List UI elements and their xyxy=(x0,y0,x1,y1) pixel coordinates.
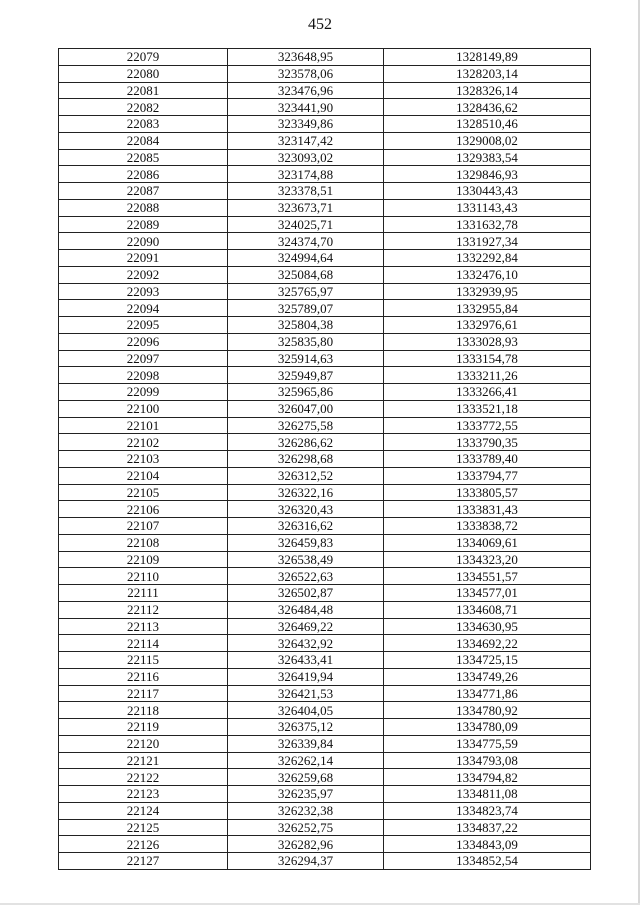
y-coordinate-cell: 1331927,34 xyxy=(384,233,591,250)
point-number-cell: 22118 xyxy=(59,702,228,719)
point-number-cell: 22079 xyxy=(59,49,228,66)
y-coordinate-cell: 1334749,26 xyxy=(384,668,591,685)
point-number-cell: 22081 xyxy=(59,82,228,99)
table-row xyxy=(59,82,591,99)
point-number-cell: 22117 xyxy=(59,685,228,702)
table-row xyxy=(59,668,591,685)
y-coordinate-cell: 1334794,82 xyxy=(384,769,591,786)
point-number-cell: 22124 xyxy=(59,802,228,819)
point-number-cell: 22113 xyxy=(59,618,228,635)
y-coordinate-cell: 1331632,78 xyxy=(384,216,591,233)
table-row xyxy=(59,199,591,216)
x-coordinate-cell: 326322,16 xyxy=(228,484,384,501)
y-coordinate-cell: 1332476,10 xyxy=(384,266,591,283)
y-coordinate-cell: 1329008,02 xyxy=(384,132,591,149)
x-coordinate-cell: 326419,94 xyxy=(228,668,384,685)
table-row xyxy=(59,367,591,384)
y-coordinate-cell: 1333831,43 xyxy=(384,501,591,518)
table-row xyxy=(59,501,591,518)
point-number-cell: 22127 xyxy=(59,853,228,870)
y-coordinate-cell: 1333789,40 xyxy=(384,451,591,468)
point-number-cell: 22112 xyxy=(59,601,228,618)
table-row xyxy=(59,451,591,468)
y-coordinate-cell: 1328510,46 xyxy=(384,116,591,133)
table-row xyxy=(59,400,591,417)
x-coordinate-cell: 326469,22 xyxy=(228,618,384,635)
table-row xyxy=(59,601,591,618)
table-row xyxy=(59,484,591,501)
coordinate-table xyxy=(58,48,591,870)
y-coordinate-cell: 1334069,61 xyxy=(384,534,591,551)
y-coordinate-cell: 1334551,57 xyxy=(384,568,591,585)
table-row xyxy=(59,585,591,602)
point-number-cell: 22119 xyxy=(59,719,228,736)
y-coordinate-cell: 1333211,26 xyxy=(384,367,591,384)
y-coordinate-cell: 1332292,84 xyxy=(384,250,591,267)
x-coordinate-cell: 326538,49 xyxy=(228,551,384,568)
point-number-cell: 22107 xyxy=(59,518,228,535)
table-row xyxy=(59,685,591,702)
x-coordinate-cell: 325965,86 xyxy=(228,384,384,401)
y-coordinate-cell: 1334725,15 xyxy=(384,652,591,669)
point-number-cell: 22121 xyxy=(59,752,228,769)
x-coordinate-cell: 323378,51 xyxy=(228,183,384,200)
point-number-cell: 22125 xyxy=(59,819,228,836)
table-row xyxy=(59,518,591,535)
x-coordinate-cell: 324994,64 xyxy=(228,250,384,267)
table-row xyxy=(59,802,591,819)
y-coordinate-cell: 1332939,95 xyxy=(384,283,591,300)
y-coordinate-cell: 1334577,01 xyxy=(384,585,591,602)
point-number-cell: 22097 xyxy=(59,350,228,367)
table-row xyxy=(59,116,591,133)
x-coordinate-cell: 326502,87 xyxy=(228,585,384,602)
x-coordinate-cell: 326232,38 xyxy=(228,802,384,819)
y-coordinate-cell: 1334811,08 xyxy=(384,786,591,803)
table-row xyxy=(59,149,591,166)
x-coordinate-cell: 326484,48 xyxy=(228,601,384,618)
x-coordinate-cell: 326312,52 xyxy=(228,467,384,484)
x-coordinate-cell: 326294,37 xyxy=(228,853,384,870)
table-row xyxy=(59,183,591,200)
point-number-cell: 22088 xyxy=(59,199,228,216)
x-coordinate-cell: 326320,43 xyxy=(228,501,384,518)
x-coordinate-cell: 326262,14 xyxy=(228,752,384,769)
table-row xyxy=(59,853,591,870)
table-row xyxy=(59,434,591,451)
x-coordinate-cell: 325084,68 xyxy=(228,266,384,283)
point-number-cell: 22101 xyxy=(59,417,228,434)
point-number-cell: 22120 xyxy=(59,735,228,752)
point-number-cell: 22084 xyxy=(59,132,228,149)
table-row xyxy=(59,467,591,484)
table-row xyxy=(59,551,591,568)
y-coordinate-cell: 1334771,86 xyxy=(384,685,591,702)
point-number-cell: 22102 xyxy=(59,434,228,451)
x-coordinate-cell: 326421,53 xyxy=(228,685,384,702)
point-number-cell: 22115 xyxy=(59,652,228,669)
x-coordinate-cell: 323673,71 xyxy=(228,199,384,216)
point-number-cell: 22085 xyxy=(59,149,228,166)
x-coordinate-cell: 325789,07 xyxy=(228,300,384,317)
x-coordinate-cell: 323174,88 xyxy=(228,166,384,183)
x-coordinate-cell: 326275,58 xyxy=(228,417,384,434)
point-number-cell: 22096 xyxy=(59,333,228,350)
y-coordinate-cell: 1328149,89 xyxy=(384,49,591,66)
y-coordinate-cell: 1333772,55 xyxy=(384,417,591,434)
point-number-cell: 22110 xyxy=(59,568,228,585)
table-row xyxy=(59,836,591,853)
point-number-cell: 22095 xyxy=(59,317,228,334)
point-number-cell: 22111 xyxy=(59,585,228,602)
point-number-cell: 22093 xyxy=(59,283,228,300)
y-coordinate-cell: 1333028,93 xyxy=(384,333,591,350)
point-number-cell: 22108 xyxy=(59,534,228,551)
y-coordinate-cell: 1333794,77 xyxy=(384,467,591,484)
x-coordinate-cell: 326404,05 xyxy=(228,702,384,719)
y-coordinate-cell: 1332955,84 xyxy=(384,300,591,317)
point-number-cell: 22086 xyxy=(59,166,228,183)
table-row xyxy=(59,635,591,652)
x-coordinate-cell: 326282,96 xyxy=(228,836,384,853)
point-number-cell: 22087 xyxy=(59,183,228,200)
x-coordinate-cell: 326298,68 xyxy=(228,451,384,468)
x-coordinate-cell: 326433,41 xyxy=(228,652,384,669)
y-coordinate-cell: 1334823,74 xyxy=(384,802,591,819)
y-coordinate-cell: 1328203,14 xyxy=(384,65,591,82)
coordinate-table-body xyxy=(59,49,591,870)
point-number-cell: 22109 xyxy=(59,551,228,568)
x-coordinate-cell: 325914,63 xyxy=(228,350,384,367)
x-coordinate-cell: 326432,92 xyxy=(228,635,384,652)
point-number-cell: 22100 xyxy=(59,400,228,417)
point-number-cell: 22090 xyxy=(59,233,228,250)
point-number-cell: 22089 xyxy=(59,216,228,233)
point-number-cell: 22123 xyxy=(59,786,228,803)
x-coordinate-cell: 324025,71 xyxy=(228,216,384,233)
x-coordinate-cell: 326316,62 xyxy=(228,518,384,535)
point-number-cell: 22083 xyxy=(59,116,228,133)
table-row xyxy=(59,384,591,401)
table-row xyxy=(59,49,591,66)
y-coordinate-cell: 1330443,43 xyxy=(384,183,591,200)
point-number-cell: 22098 xyxy=(59,367,228,384)
table-row xyxy=(59,652,591,669)
x-coordinate-cell: 326339,84 xyxy=(228,735,384,752)
x-coordinate-cell: 326047,00 xyxy=(228,400,384,417)
table-row xyxy=(59,719,591,736)
x-coordinate-cell: 323349,86 xyxy=(228,116,384,133)
x-coordinate-cell: 325765,97 xyxy=(228,283,384,300)
x-coordinate-cell: 323476,96 xyxy=(228,82,384,99)
table-row xyxy=(59,534,591,551)
table-row xyxy=(59,216,591,233)
y-coordinate-cell: 1333521,18 xyxy=(384,400,591,417)
table-row xyxy=(59,99,591,116)
point-number-cell: 22082 xyxy=(59,99,228,116)
table-row xyxy=(59,233,591,250)
y-coordinate-cell: 1328326,14 xyxy=(384,82,591,99)
table-row xyxy=(59,618,591,635)
y-coordinate-cell: 1329846,93 xyxy=(384,166,591,183)
table-row xyxy=(59,417,591,434)
table-row xyxy=(59,283,591,300)
y-coordinate-cell: 1334780,09 xyxy=(384,719,591,736)
y-coordinate-cell: 1334793,08 xyxy=(384,752,591,769)
y-coordinate-cell: 1334843,09 xyxy=(384,836,591,853)
point-number-cell: 22114 xyxy=(59,635,228,652)
x-coordinate-cell: 323441,90 xyxy=(228,99,384,116)
y-coordinate-cell: 1334323,20 xyxy=(384,551,591,568)
page-number: 452 xyxy=(308,16,332,33)
point-number-cell: 22126 xyxy=(59,836,228,853)
y-coordinate-cell: 1333790,35 xyxy=(384,434,591,451)
table-row xyxy=(59,568,591,585)
y-coordinate-cell: 1334630,95 xyxy=(384,618,591,635)
x-coordinate-cell: 325804,38 xyxy=(228,317,384,334)
table-row xyxy=(59,317,591,334)
x-coordinate-cell: 325949,87 xyxy=(228,367,384,384)
table-row xyxy=(59,735,591,752)
table-row xyxy=(59,786,591,803)
table-row xyxy=(59,250,591,267)
point-number-cell: 22099 xyxy=(59,384,228,401)
table-row xyxy=(59,65,591,82)
y-coordinate-cell: 1334780,92 xyxy=(384,702,591,719)
table-row xyxy=(59,702,591,719)
point-number-cell: 22105 xyxy=(59,484,228,501)
table-row xyxy=(59,300,591,317)
point-number-cell: 22080 xyxy=(59,65,228,82)
point-number-cell: 22092 xyxy=(59,266,228,283)
y-coordinate-cell: 1334608,71 xyxy=(384,601,591,618)
table-row xyxy=(59,350,591,367)
y-coordinate-cell: 1333805,57 xyxy=(384,484,591,501)
table-row xyxy=(59,819,591,836)
x-coordinate-cell: 325835,80 xyxy=(228,333,384,350)
y-coordinate-cell: 1332976,61 xyxy=(384,317,591,334)
y-coordinate-cell: 1333154,78 xyxy=(384,350,591,367)
y-coordinate-cell: 1333266,41 xyxy=(384,384,591,401)
point-number-cell: 22094 xyxy=(59,300,228,317)
x-coordinate-cell: 323093,02 xyxy=(228,149,384,166)
table-row xyxy=(59,752,591,769)
point-number-cell: 22116 xyxy=(59,668,228,685)
x-coordinate-cell: 326375,12 xyxy=(228,719,384,736)
y-coordinate-cell: 1334775,59 xyxy=(384,735,591,752)
point-number-cell: 22104 xyxy=(59,467,228,484)
point-number-cell: 22103 xyxy=(59,451,228,468)
y-coordinate-cell: 1329383,54 xyxy=(384,149,591,166)
x-coordinate-cell: 324374,70 xyxy=(228,233,384,250)
x-coordinate-cell: 323648,95 xyxy=(228,49,384,66)
point-number-cell: 22106 xyxy=(59,501,228,518)
y-coordinate-cell: 1334852,54 xyxy=(384,853,591,870)
x-coordinate-cell: 323578,06 xyxy=(228,65,384,82)
x-coordinate-cell: 326259,68 xyxy=(228,769,384,786)
x-coordinate-cell: 326286,62 xyxy=(228,434,384,451)
x-coordinate-cell: 326235,97 xyxy=(228,786,384,803)
table-row xyxy=(59,266,591,283)
x-coordinate-cell: 326522,63 xyxy=(228,568,384,585)
table-row xyxy=(59,333,591,350)
y-coordinate-cell: 1334692,22 xyxy=(384,635,591,652)
x-coordinate-cell: 326252,75 xyxy=(228,819,384,836)
table-row xyxy=(59,769,591,786)
y-coordinate-cell: 1333838,72 xyxy=(384,518,591,535)
y-coordinate-cell: 1328436,62 xyxy=(384,99,591,116)
point-number-cell: 22122 xyxy=(59,769,228,786)
x-coordinate-cell: 323147,42 xyxy=(228,132,384,149)
y-coordinate-cell: 1331143,43 xyxy=(384,199,591,216)
point-number-cell: 22091 xyxy=(59,250,228,267)
x-coordinate-cell: 326459,83 xyxy=(228,534,384,551)
table-row xyxy=(59,166,591,183)
y-coordinate-cell: 1334837,22 xyxy=(384,819,591,836)
table-row xyxy=(59,132,591,149)
